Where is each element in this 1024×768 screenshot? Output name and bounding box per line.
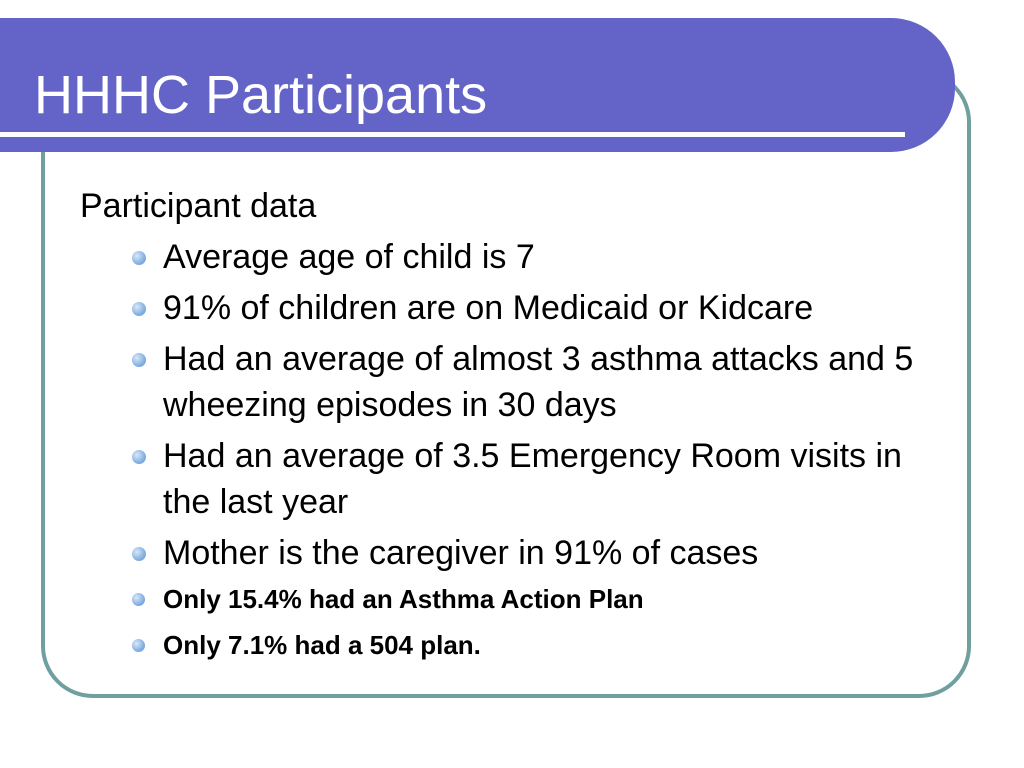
bullet-dot-icon <box>132 547 146 561</box>
bullet-list <box>132 234 932 673</box>
bullet-item-bold <box>132 581 932 618</box>
bullet-text: Mother is the caregiver in 91% of cases <box>163 534 759 572</box>
bullet-item <box>132 530 932 576</box>
bullet-item <box>132 285 932 331</box>
bullet-dot-icon <box>132 353 146 367</box>
intro-text: Participant data <box>80 187 317 225</box>
bullet-item <box>132 234 932 280</box>
slide-title: HHHC Participants <box>34 65 488 125</box>
title-underline <box>0 132 905 137</box>
bullet-item-bold <box>132 627 932 664</box>
bullet-dot-icon <box>132 639 145 652</box>
bullet-dot-icon <box>132 302 146 316</box>
bullet-dot-icon <box>132 251 146 265</box>
bullet-item <box>132 433 932 525</box>
bullet-text: 91% of children are on Medicaid or Kidcare <box>163 289 814 327</box>
bullet-text: Average age of child is 7 <box>163 238 535 276</box>
bullet-text: Had an average of 3.5 Emergency Room visits in the last year <box>163 437 902 521</box>
bullet-dot-icon <box>132 450 146 464</box>
bullet-dot-icon <box>132 593 145 606</box>
bullet-text: Only 7.1% had a 504 plan. <box>163 630 481 660</box>
bullet-text: Only 15.4% had an Asthma Action Plan <box>163 584 644 614</box>
bullet-text: Had an average of almost 3 asthma attacks and 5 wheezing episodes in 30 days <box>163 340 914 424</box>
bullet-item <box>132 336 932 428</box>
